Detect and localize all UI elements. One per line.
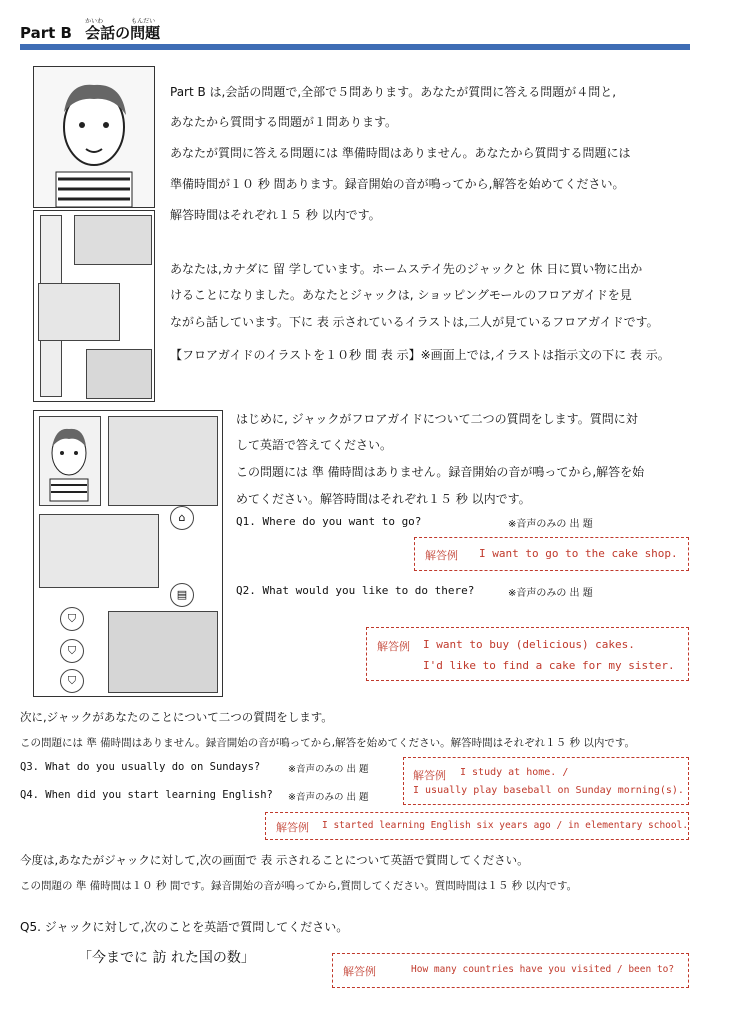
intro-block — [170, 83, 690, 223]
shirt-icon: ⛉ — [60, 669, 84, 693]
scenario-line: けることになりました。あなたとジャックは, ショッピングモールのフロアガイドを見 — [170, 288, 632, 302]
person-face-icon — [34, 67, 154, 207]
q5-prompt: 「今までに 訪 れた国の数」 — [78, 950, 255, 966]
q3-note: ※音声のみの 出 題 — [288, 764, 369, 775]
q1-answer: I want to go to the cake shop. — [479, 547, 678, 560]
title-text — [85, 18, 161, 42]
cake-shop-panel — [108, 416, 218, 506]
clothing-shop-panel — [38, 283, 120, 341]
q1-question: Q1. Where do you want to go? — [236, 515, 422, 528]
bookstore-panel — [108, 611, 218, 693]
q3-answer-box — [403, 757, 689, 805]
title-ruby-mondai: もんだい — [131, 18, 156, 25]
intro-line: あなたが質問に答える問題には 準備時間はありません。あなたから質問する問題には — [170, 146, 631, 160]
section3-block — [20, 852, 710, 892]
q5-question: Q5. ジャックに対して,次のことを英語で質問してください。 — [20, 920, 349, 934]
q1-note: ※音声のみの 出 題 — [508, 519, 593, 530]
intro-line: あなたから質問する問題が１問あります。 — [170, 115, 398, 129]
section2-line: 次に,ジャックがあなたのことについて二つの質問をします。 — [20, 710, 333, 724]
title-ruby-kaiwa: かいわ — [85, 18, 104, 25]
person-illustration — [33, 66, 155, 208]
jack-face-icon — [40, 417, 98, 503]
q2-answer-line: I'd like to find a cake for my sister. — [423, 659, 675, 672]
q3-question: Q3. What do you usually do on Sundays? — [20, 761, 261, 773]
book-icon: ▤ — [170, 583, 194, 607]
answer-label: 解答例 — [425, 549, 458, 562]
shirt-icon: ⛉ — [60, 607, 84, 631]
scenario-line: あなたは,カナダに 留 学しています。ホームステイ先のジャックと 休 日に買い物に出か — [170, 262, 643, 276]
intro-line: 解答時間はそれぞれ１５ 秒 以内です。 — [170, 208, 381, 222]
section2-line: この問題には 準 備時間はありません。録音開始の音が鳴ってから,解答を始めてください。解答時間はそれぞれ１５ 秒 以内です。 — [20, 737, 635, 749]
header-divider — [20, 44, 690, 50]
q4-question: Q4. When did you start learning English? — [20, 789, 273, 801]
section1-line: はじめに, ジャックがフロアガイドについて二つの質問をします。質問に対 — [236, 412, 638, 426]
page-title — [20, 18, 161, 43]
q4-note: ※音声のみの 出 題 — [288, 792, 369, 803]
q4-answer-box — [265, 812, 689, 840]
q4-answer: I started learning English six years ago / in elementary school. — [322, 820, 689, 831]
q3-answer-line: I study at home. / — [460, 767, 569, 778]
q2-note: ※音声のみの 出 題 — [508, 588, 593, 599]
scenario-block — [170, 260, 690, 370]
q2-question: Q2. What would you like to do there? — [236, 584, 475, 597]
clothing-shop-panel — [39, 514, 159, 588]
intro-line: 準備時間が１０ 秒 間あります。録音開始の音が鳴ってから,解答を始めてください。 — [170, 177, 625, 191]
answer-label: 解答例 — [276, 821, 309, 834]
q2-answer-line: I want to buy (delicious) cakes. — [423, 638, 635, 651]
cake-shop-panel — [74, 215, 152, 265]
q5-answer-box — [332, 953, 689, 988]
section2-block — [20, 709, 710, 749]
scenario-line: 【フロアガイドのイラストを１０秒 間 表 示】※画面上では,イラストは指示文の下に 表 示。 — [170, 348, 670, 362]
intro-line: Part B は,会話の問題で,全部で５問あります。あなたが質問に答える問題が４問と, — [170, 85, 617, 99]
section1-block — [236, 410, 696, 505]
title-main: 会話の問題 — [85, 24, 161, 42]
section3-line: 今度は,あなたがジャックに対して,次の画面で 表 示されることについて英語で質問してください。 — [20, 853, 529, 867]
home-icon: ⌂ — [170, 506, 194, 530]
scenario-line: ながら話しています。下に 表 示されているイラストは,二人が見ているフロアガイドです。 — [170, 315, 659, 329]
answer-label: 解答例 — [413, 769, 446, 782]
floor-guide-full-illustration — [33, 410, 223, 697]
bookstore-panel — [86, 349, 152, 399]
jack-portrait-panel — [39, 416, 101, 506]
answer-label: 解答例 — [377, 640, 410, 653]
section3-line: この問題の 準 備時間は１０ 秒 間です。録音開始の音が鳴ってから,質問してください。質問時間は１５ 秒 以内です。 — [20, 880, 578, 892]
q2-answer-box — [366, 627, 689, 681]
answer-label: 解答例 — [343, 965, 376, 978]
section1-line: して英語で答えてください。 — [236, 438, 393, 452]
q5-answer: How many countries have you visited / been to? — [411, 964, 675, 975]
q3-answer-line: I usually play baseball on Sunday morning(s). — [413, 785, 684, 796]
q1-answer-box — [414, 537, 689, 571]
section1-line: この問題には 準 備時間はありません。録音開始の音が鳴ってから,解答を始 — [236, 465, 645, 479]
section1-line: めてください。解答時間はそれぞれ１５ 秒 以内です。 — [236, 492, 531, 506]
shirt-icon: ⛉ — [60, 639, 84, 663]
part-label: Part B — [20, 24, 72, 42]
floor-guide-illustration — [33, 210, 155, 402]
